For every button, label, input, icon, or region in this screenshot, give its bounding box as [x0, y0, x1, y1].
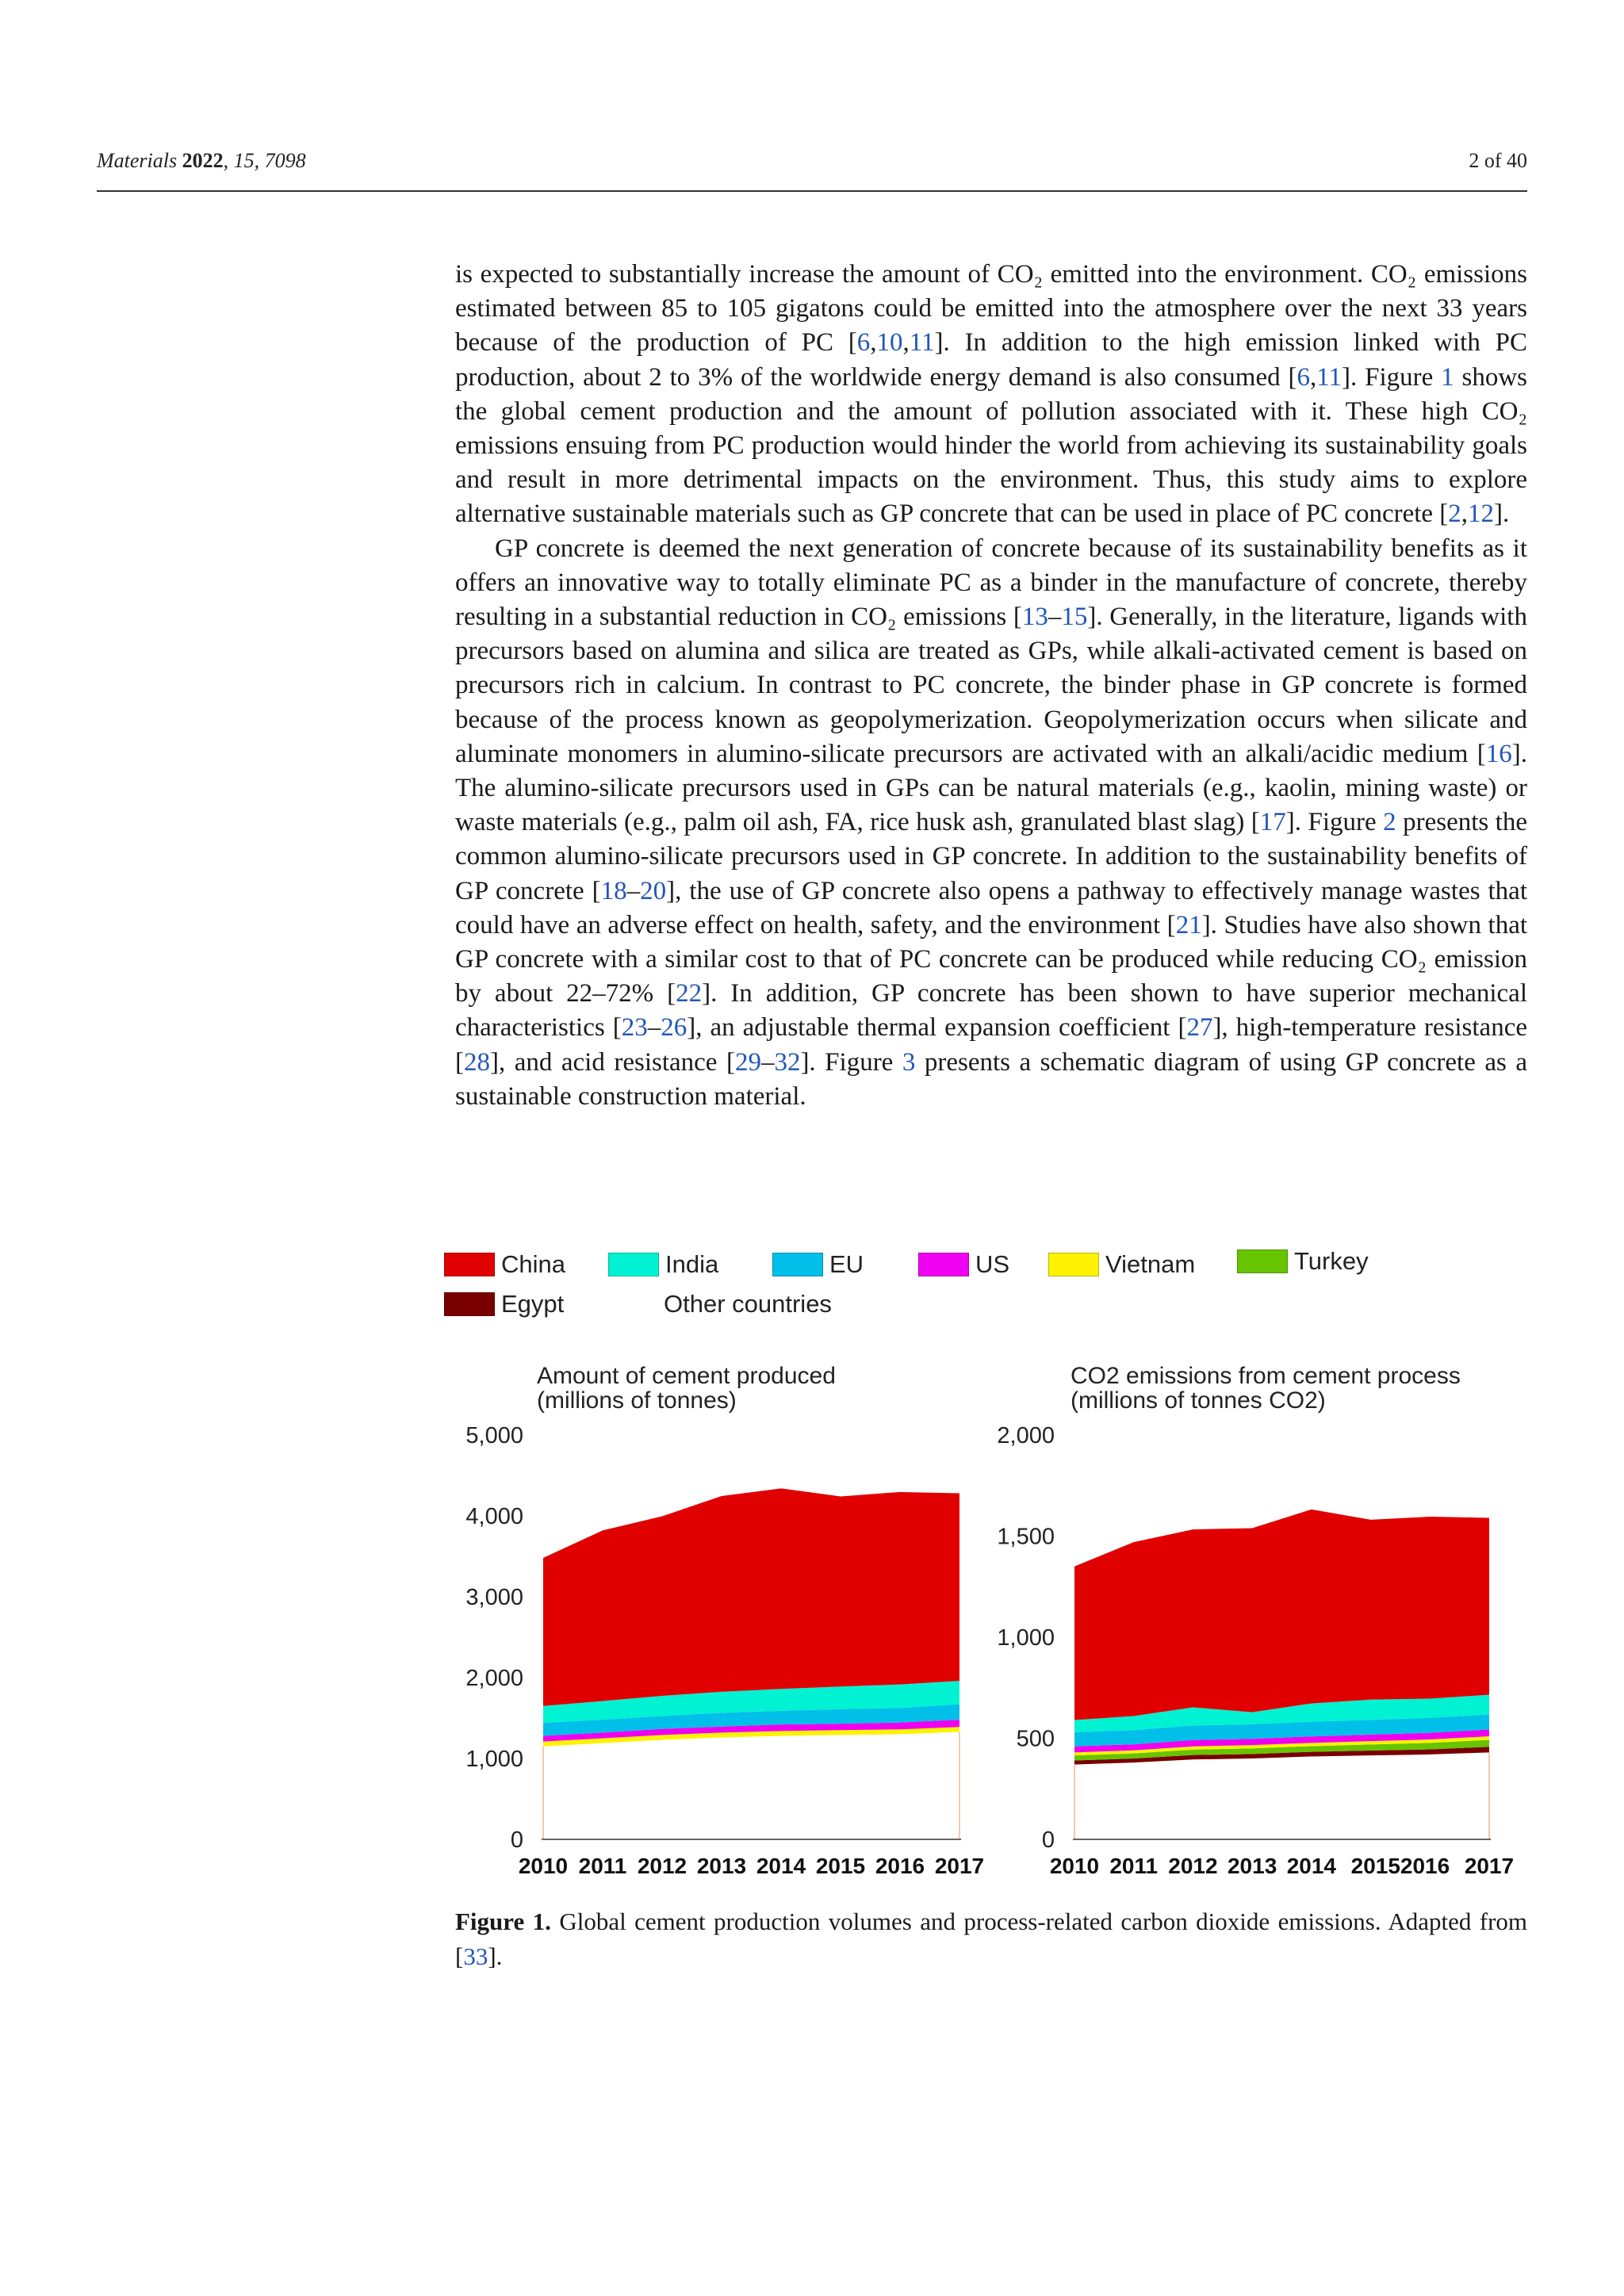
- x-tick-label: 2013: [1227, 1854, 1277, 1878]
- x-tick-label: 2015: [815, 1854, 866, 1878]
- legend-label: US: [975, 1250, 1010, 1278]
- chart-2-title-line1: CO2 emissions from cement process: [1071, 1363, 1461, 1389]
- x-tick-label: 2017: [934, 1854, 985, 1878]
- paragraph-2: GP concrete is deemed the next generation of concrete because of its sustainability benefits as it offers an innovative way to totally eliminate PC as a binder in the manufacture of concrete, thereby resulting in a substantial reduction in CO₂ emissions [13–15]. Generally, in the literature, ligands with precursors based on alumina and silica are treated as GPs, while alkali-activated cement is based on precursors rich in calcium. In contrast to PC concrete, the binder phase in GP concrete is formed because of the process known as geopolymerization. Geopolymerization occurs when silicate and aluminate monomers in alumino-silicate precursors are activated with an alkali/acidic medium [16]. The alumino-silicate precursors used in GPs can be natural materials (e.g., kaolin, mining waste) or waste materials (e.g., palm oil ash, FA, rice husk ash, granulated blast slag) [17]. Figure 2 presents the common alumino-silicate precursors used in GP concrete. In addition to the sustainability benefits of GP concrete [18–20], the use of GP concrete also opens a pathway to effectively manage wastes that could have an adverse effect on health, safety, and the environment [21]. Studies have also shown that GP concrete with a similar cost to that of PC concrete can be produced while reducing CO₂ emission by about 22–72% [22]. In addition, GP concrete has been shown to have superior mechanical characteristics [23–26], an adjustable thermal expansion coefficient [27], high-temperature resistance [28], and acid resistance [29–32]. Figure 3 presents a schematic diagram of using GP concrete as a sustainable construction material.: [455, 534, 1528, 1111]
- y-tick-label: 1,500: [997, 1524, 1055, 1550]
- y-tick-label: 5,000: [465, 1423, 523, 1448]
- caption-text: Global cement production volumes and process-related carbon dioxide emissions. Adapted from [33].: [455, 1908, 1528, 1970]
- x-tick-label: 2014: [756, 1854, 806, 1878]
- page-number: 2 of 40: [1469, 149, 1527, 172]
- area-china: [543, 1488, 959, 1705]
- x-tick-label: 2010: [518, 1854, 569, 1878]
- x-tick-label: 2014: [1286, 1854, 1337, 1878]
- legend-label: Other countries: [664, 1290, 832, 1318]
- y-tick-label: 500: [1016, 1726, 1055, 1752]
- y-tick-label: 2,000: [465, 1666, 523, 1691]
- paragraph-1: is expected to substantially increase the amount of CO₂ emitted into the environment. CO₂ emissions estimated between 85 to 105 gigatons could be emitted into the atmosphere over the next 33 years because of the production of PC [6,10,11]. In addition to the high emission linked with PC production, about 2 to 3% of the worldwide energy demand is also consumed [6,11]. Figure 1 shows the global cement production and the amount of pollution associated with it. These high CO₂ emissions ensuing from PC production would hinder the world from achieving its sustainability goals and result in more detrimental impacts on the environment. Thus, this study aims to explore alternative sustainable materials such as GP concrete that can be used in place of PC concrete [2,12].: [455, 260, 1527, 529]
- area-china: [1074, 1510, 1489, 1720]
- header-rule: [97, 190, 1527, 192]
- x-tick-label: 2013: [696, 1854, 747, 1878]
- area-charts: [444, 1241, 1538, 1899]
- y-tick-label: 3,000: [465, 1585, 523, 1610]
- chart-1: [465, 1423, 984, 1878]
- legend-label: China: [501, 1250, 565, 1278]
- caption-label: Figure 1.: [455, 1908, 551, 1935]
- x-tick-label: 2011: [1109, 1854, 1159, 1878]
- chart-2: [997, 1423, 1514, 1878]
- chart-1-title-line2: (millions of tonnes): [537, 1387, 737, 1414]
- legend-label: India: [665, 1250, 719, 1278]
- y-tick-label: 0: [510, 1827, 523, 1853]
- y-tick-label: 4,000: [465, 1504, 523, 1529]
- figure-caption: [455, 1904, 1527, 1974]
- x-tick-label: 2012: [637, 1854, 688, 1878]
- body-text: [455, 258, 1527, 1114]
- x-tick-label: 2012: [1168, 1854, 1218, 1878]
- x-tick-label: 2016: [875, 1854, 925, 1878]
- x-tick-label: 2017: [1464, 1854, 1515, 1878]
- legend-label: EU: [829, 1250, 864, 1278]
- legend-label: Vietnam: [1105, 1250, 1196, 1278]
- x-tick-label: 2011: [578, 1854, 627, 1878]
- legend-label: Turkey: [1294, 1247, 1369, 1275]
- running-head: [97, 149, 1527, 181]
- journal-citation: Materials 2022, 15, 7098: [97, 149, 306, 172]
- y-tick-label: 0: [1041, 1827, 1055, 1853]
- area-other-countries: [1074, 1752, 1489, 1839]
- area-other-countries: [543, 1732, 959, 1839]
- x-tick-label: 20152016: [1350, 1854, 1450, 1878]
- y-tick-label: 2,000: [997, 1423, 1055, 1448]
- chart-2-title-line2: (millions of tonnes CO2): [1071, 1387, 1326, 1414]
- figure-1: [444, 1241, 1538, 1899]
- chart-1-title-line1: Amount of cement produced: [537, 1363, 836, 1389]
- y-tick-label: 1,000: [465, 1747, 523, 1772]
- legend-label: Egypt: [501, 1290, 565, 1318]
- x-tick-label: 2010: [1049, 1854, 1100, 1878]
- y-tick-label: 1,000: [997, 1625, 1055, 1651]
